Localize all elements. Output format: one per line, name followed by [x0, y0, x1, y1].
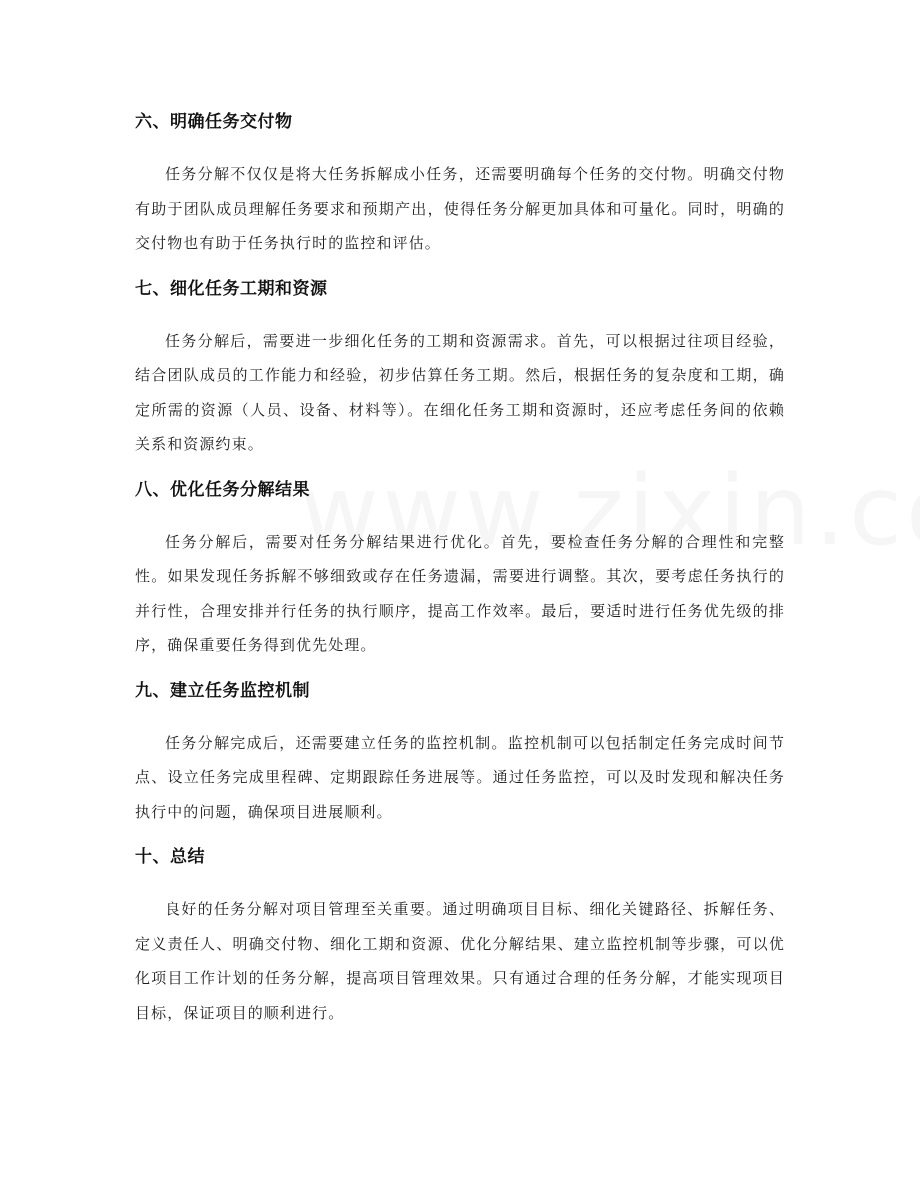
section-monitoring	[135, 675, 785, 830]
section-heading: 六、明确任务交付物	[135, 112, 293, 132]
section-paragraph: 任务分解完成后，还需要建立任务的监控机制。监控机制可以包括制定任务完成时间节点、设立任务完成里程碑、定期跟踪任务进展等。通过任务监控，可以及时发现和解决任务执行中的问题，确保项目进展顺利。	[135, 733, 785, 821]
section-deliverables	[135, 106, 785, 261]
section-optimize-results	[135, 474, 785, 663]
section-paragraph: 任务分解后，需要对任务分解结果进行优化。首先，要检查任务分解的合理性和完整性。如果发现任务拆解不够细致或存在任务遗漏，需要进行调整。其次，要考虑任务执行的并行性，合理安排并行任务的执行顺序，提高工作效率。最后，要适时进行任务优先级的排序，确保重要任务得到优先处理。	[135, 532, 785, 654]
section-heading: 十、总结	[135, 847, 205, 867]
section-heading: 七、细化任务工期和资源	[135, 278, 328, 299]
section-heading: 八、优化任务分解结果	[135, 479, 310, 500]
section-summary	[135, 841, 785, 1030]
section-duration-resources	[135, 273, 785, 462]
section-paragraph: 任务分解后，需要进一步细化任务的工期和资源需求。首先，可以根据过往项目经验，结合团队成员的工作能力和经验，初步估算任务工期。然后，根据任务的复杂度和工期，确定所需的资源（人员、设备、材料等）。在细化任务工期和资源时，还应考虑任务间的依赖关系和资源约束。	[135, 331, 785, 453]
section-heading: 九、建立任务监控机制	[135, 680, 310, 701]
section-paragraph: 良好的任务分解对项目管理至关重要。通过明确项目目标、细化关键路径、拆解任务、定义责任人、明确交付物、细化工期和资源、优化分解结果、建立监控机制等步骤，可以优化项目工作计划的任务分解，提高项目管理效果。只有通过合理的任务分解，才能实现项目目标，保证项目的顺利进行。	[135, 900, 785, 1022]
document-body	[135, 106, 785, 1042]
section-paragraph: 任务分解不仅仅是将大任务拆解成小任务，还需要明确每个任务的交付物。明确交付物有助于团队成员理解任务要求和预期产出，使得任务分解更加具体和可量化。同时，明确的交付物也有助于任务执行时的监控和评估。	[135, 165, 785, 252]
